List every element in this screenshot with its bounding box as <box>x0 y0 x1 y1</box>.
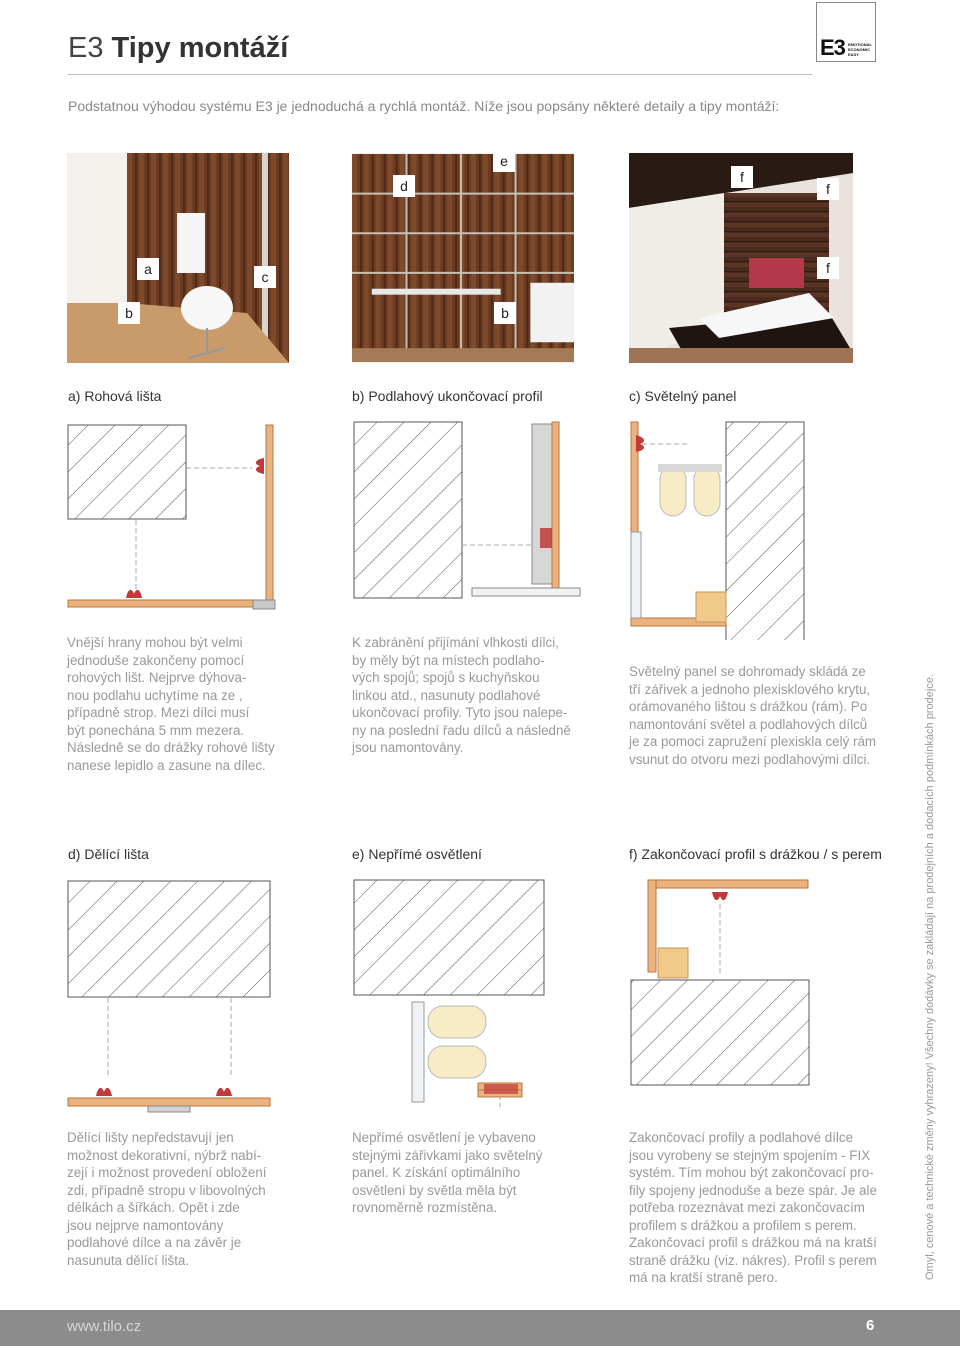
diagram-end-profile <box>628 878 810 1088</box>
logo-line2: ECONOMIC <box>848 47 870 52</box>
text-line: jednoduše zakončeny pomocí <box>67 652 245 668</box>
text-line: je za pomoci zapružení plexiskla celý rám <box>629 734 877 749</box>
text-line: ny na poslední řadu dílců a následně <box>352 722 571 738</box>
text-line: straně drážku (viz. nákres). Profil s perem <box>629 1252 877 1268</box>
text-line: nasunuta dělící lišta. <box>67 1252 190 1268</box>
text-line: panel. K získání optimálního <box>352 1165 521 1180</box>
logo-tagline <box>848 42 872 57</box>
text-line: tří zářivek a jednoho plexisklového krytu, <box>629 681 871 697</box>
photo-label: a <box>137 258 159 280</box>
title-main: Tipy montáží <box>111 32 289 64</box>
text-a <box>67 634 275 774</box>
diagram-floor-end-profile <box>352 420 592 605</box>
caption-d: d) Dělící lišta <box>68 846 149 862</box>
text-line: vsunut do otvoru mezi podlahovými dílci. <box>629 751 871 767</box>
photo-label: f <box>817 257 839 279</box>
text-line: jsou nejprve namontovány <box>67 1217 224 1233</box>
photo-label: b <box>494 302 516 324</box>
photo-label: b <box>118 302 140 324</box>
text-line: délkách a šířkách. Opět i zde <box>67 1200 240 1215</box>
text-line: případně strop. Mezi dílci musí <box>67 705 250 720</box>
intro-text: Podstatnou výhodou systému E3 je jednoduchá a rychlá montáž. Níže jsou popsány některé detaily a tipy montáží: <box>68 98 780 114</box>
brand-logo <box>816 2 876 62</box>
text-line: nanese lepidlo a zasune na dílec. <box>67 757 266 773</box>
text-line: Vnější hrany mohou být velmi <box>67 635 243 650</box>
caption-b: b) Podlahový ukončovací profil <box>352 388 543 404</box>
text-line: systém. Tím mohou být zakončovací pro- <box>629 1165 874 1180</box>
text-line: by měly být na místech podlaho- <box>352 652 545 668</box>
text-line: K zabránění přijímání vlhkosti dílci, <box>352 635 559 650</box>
photo-label: f <box>731 166 753 188</box>
logo-line3: EASY <box>848 52 859 57</box>
text-line: namontování světel a podlahových dílců <box>629 716 868 732</box>
text-line: Zakončovací profil s drážkou má na kratší <box>629 1235 877 1250</box>
photo-corner-room <box>67 153 289 363</box>
text-line: Nepřímé osvětlení je vybaveno <box>352 1130 536 1145</box>
photo-label: c <box>254 266 276 288</box>
text-line: orámovaného lištou s drážkou (rám). Po <box>629 699 868 714</box>
text-f <box>629 1129 877 1287</box>
text-line: rovnoměrně rozmístěna. <box>352 1200 498 1215</box>
caption-c: c) Světelný panel <box>629 388 737 404</box>
text-line: Zakončovací profily a podlahové dílce <box>629 1130 854 1145</box>
caption-f: f) Zakončovací profil s drážkou / s perem <box>629 846 882 862</box>
diagram-light-panel <box>628 420 808 640</box>
side-disclaimer-text: Omyl, cenové a technické změny vyhrazeny! Všechny dodávky se zakládají na prodejních a dodacích podmínkách prodejce. <box>924 674 936 1280</box>
text-e <box>352 1129 543 1217</box>
caption-a: a) Rohová lišta <box>68 388 162 404</box>
text-line: ukončovací profily. Tyto jsou nalepe- <box>352 705 568 720</box>
title-prefix: E3 <box>68 32 104 64</box>
text-line: zejí i možnost provedení obložení <box>67 1165 267 1180</box>
title-divider <box>68 74 812 75</box>
text-line: jsou vyrobeny se stejným spojením - FIX <box>629 1147 871 1163</box>
text-line: podlahové dílce a na závěr je <box>67 1235 242 1250</box>
text-line: linkou atd., nasunuty podlahové <box>352 687 541 703</box>
diagram-indirect-lighting <box>352 878 552 1113</box>
text-line: nou podlahu uchytíme na ze , <box>67 687 243 703</box>
photo-label: f <box>817 178 839 200</box>
logo-mark: E3 <box>820 35 845 60</box>
text-line: Dělící lišty nepředstavují jen <box>67 1130 234 1145</box>
logo-line1: EMOTIONAL <box>848 42 872 47</box>
text-line: zdi, případně stropu v libovolných <box>67 1182 266 1198</box>
photo-bedroom <box>629 153 853 363</box>
page-number: 6 <box>866 1317 875 1334</box>
photo-office-wall <box>352 153 574 363</box>
caption-e: e) Nepřímé osvětlení <box>352 846 482 862</box>
diagram-corner-profile <box>66 420 286 616</box>
photo-label: d <box>393 175 415 197</box>
text-line: stejnými zářivkami jako světelný <box>352 1147 543 1163</box>
text-b <box>352 634 571 757</box>
text-line: Světelný panel se dohromady skládá ze <box>629 664 866 679</box>
text-line: osvětlení by světla měla být <box>352 1182 517 1198</box>
text-line: potřeba rozeznávat mezi zakončovacím <box>629 1200 865 1215</box>
text-line: možnost dekorativní, nýbrž nabí- <box>67 1147 262 1163</box>
text-line: profilem s drážkou a profilem s perem. <box>629 1217 857 1233</box>
page-title <box>68 32 288 65</box>
diagram-divider-strip <box>66 878 276 1113</box>
text-d <box>67 1129 267 1269</box>
text-c <box>629 663 876 768</box>
text-line: fily spojeny jednoduše a beze spár. Je ale <box>629 1182 877 1198</box>
text-line: jsou namontovány. <box>352 740 464 755</box>
text-line: rohových lišt. Nejprve dýhova- <box>67 670 247 685</box>
footer-bar <box>0 1310 960 1346</box>
photo-label: e <box>493 150 515 172</box>
footer-url-link[interactable]: www.tilo.cz <box>67 1318 142 1335</box>
text-line: má na kratší straně pero. <box>629 1270 778 1285</box>
text-line: vých spojů; spojů s kuchyňskou <box>352 670 540 685</box>
text-line: Následně se do drážky rohové lišty <box>67 740 275 755</box>
text-line: být ponechána 5 mm mezera. <box>67 722 245 738</box>
